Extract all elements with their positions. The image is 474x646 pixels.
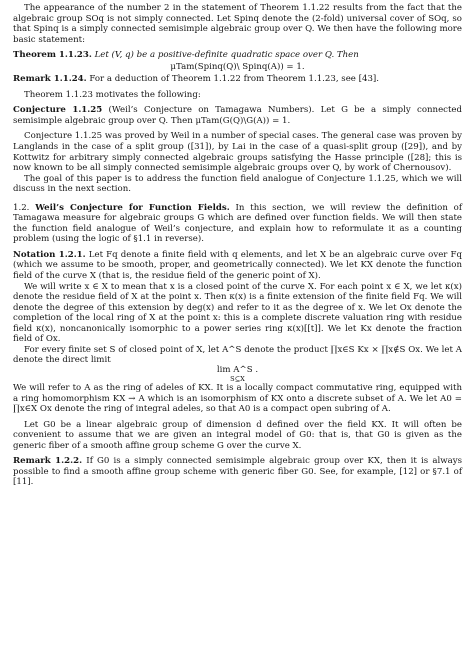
group-model-paragraph: Let G0 be a linear algebraic group of dimension d defined over the field KX. It will often be convenient to assume that we are given an integral model of G0: that is, that G0 is given as the generic fiber of a smooth affine group scheme G over the curve X. <box>13 419 462 451</box>
adeles-paragraph: We will refer to A as the ring of adeles of KX. It is a locally compact commutative ring, equipped with a ring homomorphism KX → A which is an isomorphism of KX onto a discrete subset of A. We let A0 = ∏x∈X Ox denote the ring of integral adeles, so that A0 is a compact open subring of A. <box>13 382 462 415</box>
direct-limit-display <box>13 366 462 383</box>
conjecture-text: (Weil’s Conjecture on Tamagawa Numbers). Let G be a simply connected semisimple algebraic group over Q. Then μTam(G(Q)\G(A)) = 1. <box>13 105 463 126</box>
theorem-display-formula: μTam(Spinq(Q)\ Spinq(A)) = 1. <box>170 61 305 72</box>
adele-limit-paragraph: For every finite set S of closed point of X, let A^S denote the product ∏x∈S Kx × ∏x∉S Ox. We let A denote the direct limit <box>13 344 462 366</box>
notation-1-2-1 <box>13 250 462 282</box>
section-1-2 <box>13 203 462 245</box>
notation-label: Notation 1.2.1. <box>13 249 86 260</box>
theorem-label: Theorem 1.1.23. <box>13 50 92 61</box>
motivates-paragraph: Theorem 1.1.23 motivates the following: <box>24 89 201 100</box>
remark-2-text: If G0 is a simply connected semisimple algebraic group over KX, then it is always possible to find a smooth affine group scheme with generic fiber G0. See, for example, [12] or §7.1 of [11]. <box>13 456 463 488</box>
conjecture-label: Conjecture 1.1.25 <box>13 105 103 116</box>
intro-paragraph: The appearance of the number 2 in the statement of Theorem 1.1.22 results from the fact that the algebraic group SOq is not simply connected. Let Spinq denote the (2-fold) universal cover of SOq, so that Spinq is a simply connected semisimple algebraic group over Q. We then have the following more basic statement: <box>13 3 462 45</box>
section-title: Weil’s Conjecture for Function Fields. <box>35 202 230 213</box>
remark-label: Remark 1.1.24. <box>13 74 87 85</box>
theorem-1-1-23 <box>13 50 462 61</box>
remark-2-label: Remark 1.2.2. <box>13 456 83 467</box>
direct-limit-formula: lim A^S . <box>216 364 259 375</box>
theorem-statement: Let (V, q) be a positive-definite quadratic space over Q. Then <box>94 50 359 61</box>
notation-text: Let Fq denote a finite field with q elements, and let X be an algebraic curve over Fq (which we assume to be smooth, proper, and geometrically connected). We let KX denote the function field of the curve X (that is, the residue field of the generic point of X). <box>13 249 462 282</box>
section-intro-text: In this section, we will review the definition of Tamagawa measure for algebraic groups G which are defined over function fields. We will then state the function field analogue of Weil’s conjecture, and explain how to reformulate it as a counting problem (using the logic of §1.1 in reverse). <box>13 202 463 245</box>
remark-1-2-2 <box>13 456 462 488</box>
conjecture-1-1-25 <box>13 105 462 126</box>
proven-paragraph: Conjecture 1.1.25 was proved by Weil in a number of special cases. The general case was proven by Langlands in the case of a split group ([31]), by Lai in the case of a quasi-split group ([29]), and by Kottwitz for arbitrary simply connected algebraic groups satisfying the Hasse principle ([28]; this is now known to be all simply connected semisimple algebraic groups over Q, by work of Chernousov). <box>13 131 462 174</box>
remark-1-1-24 <box>13 74 462 85</box>
closed-point-paragraph: We will write x ∈ X to mean that x is a closed point of the curve X. For each point x ∈ X, we let κ(x) denote the residue field of X at the point x. Then κ(x) is a finite extension of the finite field Fq. We will denote the degree of this extension by deg(x) and refer to it as the degree of x. We let Ox denote the completion of the local ring of X at the point x: this is a complete discrete valuation ring with residue field κ(x), noncanonically isomorphic to a power series ring κ(x)[[t]]. We let Kx denote the fraction field of Ox. <box>13 281 462 345</box>
direct-limit-subscript: S⊆X <box>230 374 245 383</box>
remark-text: For a deduction of Theorem 1.1.22 from Theorem 1.1.23, see [43]. <box>89 74 379 85</box>
goal-paragraph: The goal of this paper is to address the function field analogue of Conjecture 1.1.25, which we will discuss in the next section. <box>13 173 462 195</box>
section-number: 1.2. <box>13 202 30 213</box>
